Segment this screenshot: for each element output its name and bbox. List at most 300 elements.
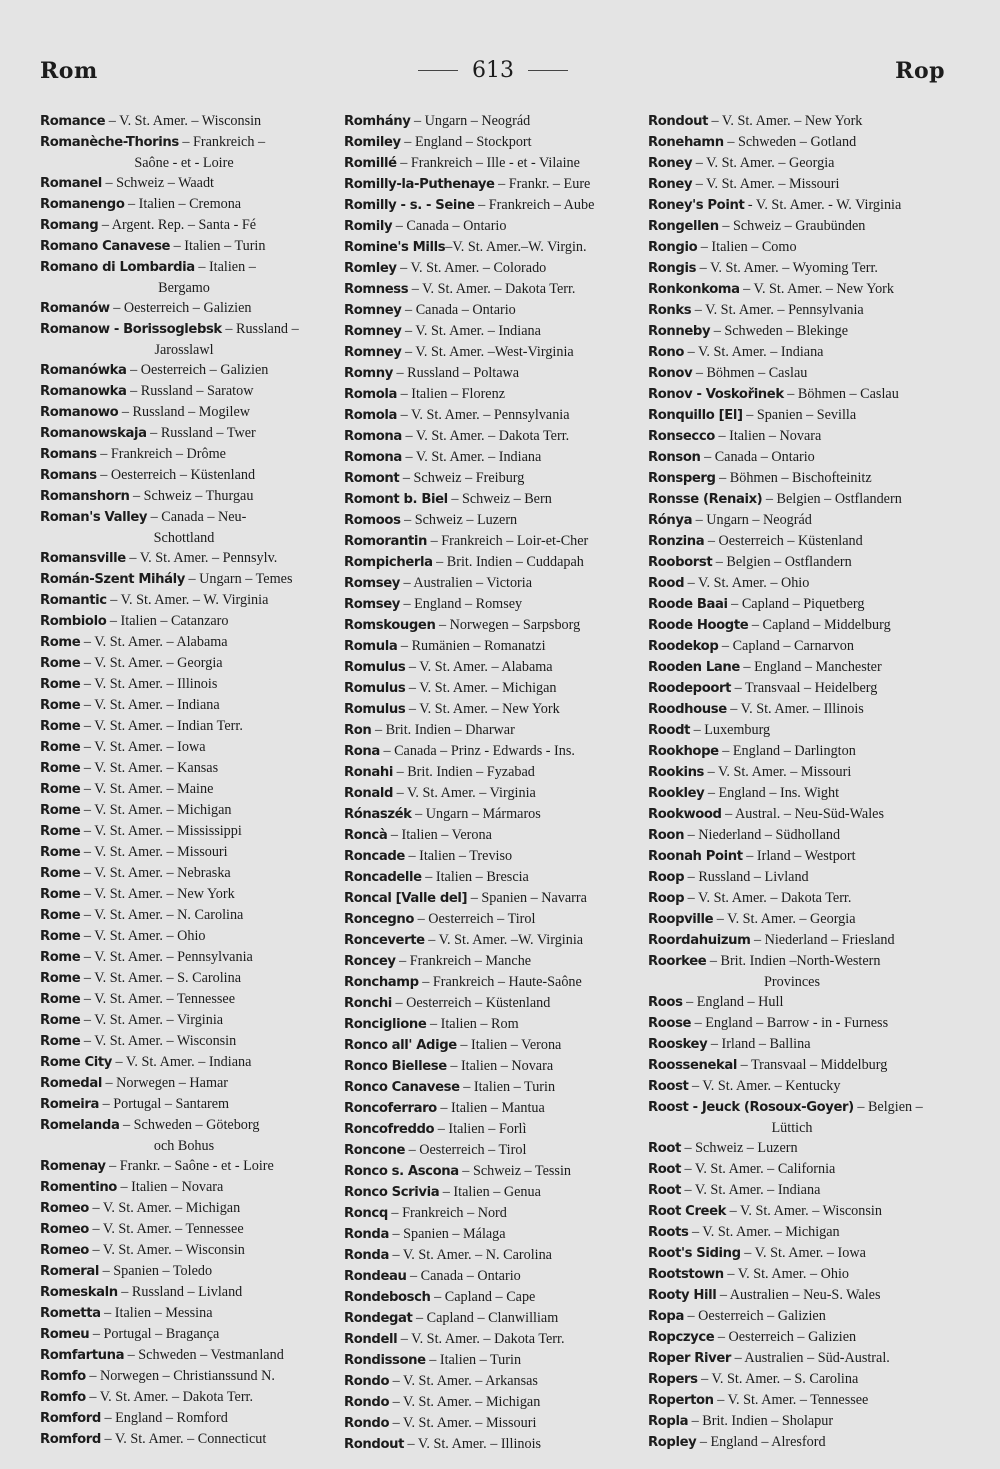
entry-headword: Romanówka: [40, 363, 127, 378]
gazetteer-entry: [648, 405, 948, 426]
entry-location: – V. St. Amer. – Wisconsin: [80, 1033, 237, 1049]
entry-headword: Rondo: [344, 1416, 390, 1431]
entry-location: – England – Romford: [100, 1410, 228, 1426]
entry-headword: Román-Szent Mihály: [40, 572, 185, 587]
entry-location: – Canada – Neu-: [147, 509, 247, 525]
entry-headword: Roodt: [648, 723, 691, 738]
entry-location: – Spanien – Málaga: [388, 1226, 506, 1242]
entry-headword: Romanèche-Thorins: [40, 135, 179, 150]
entry-location: – V. St. Amer. – Tennessee: [713, 1392, 869, 1408]
entry-headword: Ropczyce: [648, 1330, 715, 1345]
entry-location: – Russland – Saratow: [126, 383, 254, 399]
gazetteer-entry: [648, 867, 948, 888]
gazetteer-entry: [648, 447, 948, 468]
entry-location: – V. St. Amer. – Colorado: [396, 260, 547, 276]
entry-location: – V. St. Amer. – W. Virginia: [106, 592, 269, 608]
entry-location: – V. St. Amer. – Missouri: [704, 764, 852, 780]
entry-headword: Rootstown: [648, 1267, 724, 1282]
gazetteer-entry: [344, 993, 644, 1014]
entry-headword: Romont b. Biel: [344, 492, 448, 507]
entry-headword: Rooskey: [648, 1037, 708, 1052]
gazetteer-entry: [648, 594, 948, 615]
entry-headword: Roost: [648, 1079, 689, 1094]
entry-headword: Romanowo: [40, 405, 119, 420]
entry-location: – England – Hull: [682, 994, 784, 1010]
gazetteer-entry: [40, 821, 340, 842]
gazetteer-entry: [344, 1413, 644, 1434]
gazetteer-entry: [648, 1201, 948, 1222]
entry-headword: Ropla: [648, 1414, 689, 1429]
entry-location: – Belgien – Ostflandern: [762, 491, 902, 507]
gazetteer-entry: [648, 1264, 948, 1285]
entry-headword: Roorkee: [648, 954, 707, 969]
entry-headword: Roonah Point: [648, 849, 743, 864]
gazetteer-entry: [40, 548, 340, 569]
entry-headword: Rome: [40, 740, 81, 755]
entry-location: – V. St. Amer. – Missouri: [80, 844, 228, 860]
entry-location: – Portugal – Bragança: [89, 1326, 220, 1342]
entry-location: – Italien – Messina: [100, 1305, 213, 1321]
gazetteer-entry: [648, 1285, 948, 1306]
gazetteer-entry: [40, 173, 340, 194]
gazetteer-entry: [40, 486, 340, 507]
gazetteer-entry: [648, 468, 948, 489]
entry-headword: Romney: [344, 345, 402, 360]
entry-headword: Root Creek: [648, 1204, 727, 1219]
entry-headword: Rompicherla: [344, 555, 433, 570]
entry-headword: Ronda: [344, 1227, 389, 1242]
gazetteer-entry: [40, 236, 340, 257]
entry-headword: Romfo: [40, 1369, 86, 1384]
entry-location: – Schweiz – Bern: [447, 491, 552, 507]
entry-location: – England – Barrow - in - Furness: [691, 1015, 889, 1031]
entry-headword: Ronsecco: [648, 429, 715, 444]
entry-headword: Ronehamn: [648, 135, 724, 150]
entry-location: – Frankreich – Drôme: [96, 446, 226, 462]
entry-location: – V. St. Amer. – Missouri: [389, 1415, 537, 1431]
gazetteer-entry: [344, 489, 644, 510]
entry-headword: Romulus: [344, 660, 406, 675]
gazetteer-entry: [648, 300, 948, 321]
entry-headword: Rome: [40, 992, 81, 1007]
gazetteer-entry: [344, 1203, 644, 1224]
entry-location: – Oesterreich – Küstenland: [391, 995, 551, 1011]
entry-location: – Ungarn – Neográd: [692, 512, 812, 528]
entry-location: – England – Manchester: [739, 659, 882, 675]
gazetteer-entry: [40, 1366, 340, 1387]
gazetteer-entry: [344, 573, 644, 594]
entry-headword: Rooborst: [648, 555, 713, 570]
entry-headword: Rometta: [40, 1306, 101, 1321]
entry-headword: Roncade: [344, 849, 405, 864]
gazetteer-entry: [40, 1073, 340, 1094]
gazetteer-entry: [40, 194, 340, 215]
entry-headword: Rooty Hill: [648, 1288, 717, 1303]
entry-location: – V. St. Amer. – Ohio: [684, 575, 810, 591]
gazetteer-entry: [40, 1408, 340, 1429]
entry-location: – Frankreich – Manche: [395, 953, 532, 969]
entry-headword: Rome: [40, 824, 81, 839]
entry-headword: Romny: [344, 366, 393, 381]
entry-location: – V. St. Amer. – Indiana: [401, 449, 542, 465]
entry-location: – Argent. Rep. – Santa - Fé: [98, 217, 257, 233]
gazetteer-entry: [40, 1219, 340, 1240]
entry-headword: Roncoferraro: [344, 1101, 437, 1116]
gazetteer-entry: [344, 510, 644, 531]
entry-location: – V. St. Amer. – Illinois: [404, 1436, 542, 1452]
gazetteer-entry: [344, 426, 644, 447]
entry-headword: Romentino: [40, 1180, 117, 1195]
entry-headword: Ronciglione: [344, 1017, 427, 1032]
gazetteer-entry: [648, 992, 948, 1013]
entry-headword: Roots: [648, 1225, 689, 1240]
entry-headword: Rome: [40, 845, 81, 860]
entry-location: – Schweiz – Waadt: [101, 175, 214, 191]
entry-headword: Romedal: [40, 1076, 102, 1091]
entry-location: – Frankreich – Nord: [387, 1205, 507, 1221]
gazetteer-entry: [648, 489, 948, 510]
entry-location: – V. St. Amer. – Iowa: [740, 1245, 866, 1261]
gazetteer-entry: [344, 153, 644, 174]
entry-headword: Ronkonkoma: [648, 282, 740, 297]
gazetteer-entry: [648, 1138, 948, 1159]
entry-continuation: Saône - et - Loire: [134, 155, 234, 171]
entry-location: – Italien – Florenz: [397, 386, 505, 402]
gazetteer-entry: [344, 909, 644, 930]
entry-headword: Romanowskaja: [40, 426, 147, 441]
entry-location: – V. St. Amer. – S. Carolina: [697, 1371, 859, 1387]
entry-headword: Rome: [40, 971, 81, 986]
gazetteer-entry: [40, 674, 340, 695]
gazetteer-entry: [344, 552, 644, 573]
gazetteer-entry: [648, 1411, 948, 1432]
gazetteer-entry: [648, 930, 948, 951]
gazetteer-entry: [648, 552, 948, 573]
entry-headword: Root: [648, 1183, 681, 1198]
gazetteer-entry: [648, 1348, 948, 1369]
gazetteer-entry: [648, 321, 948, 342]
entry-location: – Oesterreich – Tirol: [405, 1142, 527, 1158]
gazetteer-entry: [648, 699, 948, 720]
entry-headword: Romula: [344, 639, 398, 654]
entry-headword: Rood: [648, 576, 685, 591]
entry-headword: Romine's Mills: [344, 240, 446, 255]
gazetteer-entry: [648, 762, 948, 783]
gazetteer-entry: [648, 1306, 948, 1327]
entry-continuation: Provinces: [764, 974, 820, 990]
gazetteer-entry: [648, 909, 948, 930]
entry-headword: Romfo: [40, 1390, 86, 1405]
gazetteer-entry: [344, 762, 644, 783]
entry-headword: Romanshorn: [40, 489, 130, 504]
entry-location: – Frankr. – Saône - et - Loire: [105, 1158, 274, 1174]
gazetteer-entry: [40, 653, 340, 674]
entry-location: – Oesterreich – Galizien: [714, 1329, 857, 1345]
gazetteer-entry: [40, 360, 340, 381]
gazetteer-entry: [648, 720, 948, 741]
entry-location: – Brit. Indien – Sholapur: [688, 1413, 834, 1429]
entry-headword: Rookhope: [648, 744, 719, 759]
entry-headword: Roncadelle: [344, 870, 422, 885]
entry-headword: Rondeau: [344, 1269, 407, 1284]
gazetteer-entry: [344, 846, 644, 867]
entry-location: – Frankreich – Aube: [474, 197, 595, 213]
gazetteer-entry: [344, 1392, 644, 1413]
gazetteer-entry: [40, 1324, 340, 1345]
entry-location: – V. St. Amer. – Mississippi: [80, 823, 242, 839]
gazetteer-entry: [648, 510, 948, 531]
entry-headword: Ronchamp: [344, 975, 419, 990]
gazetteer-entry: [648, 1097, 948, 1138]
entry-headword: Roordahuizum: [648, 933, 751, 948]
entry-location: – Schweiz – Graubünden: [718, 218, 866, 234]
entry-headword: Romans: [40, 468, 97, 483]
entry-location: – V. St. Amer. – Georgia: [80, 655, 223, 671]
gazetteer-entry: [40, 465, 340, 486]
entry-location: – V. St. Amer. – Pennsylv.: [125, 550, 278, 566]
entry-location: – Ungarn – Mármaros: [411, 806, 541, 822]
gazetteer-entry: [40, 423, 340, 444]
entry-headword: Roncegno: [344, 912, 415, 927]
entry-headword: Romantic: [40, 593, 107, 608]
entry-location: – V. St. Amer. – Michigan: [80, 802, 232, 818]
entry-location: – Italien – Novara: [116, 1179, 224, 1195]
entry-location: – Austral. – Neu-Süd-Wales: [721, 806, 884, 822]
gazetteer-entry: [344, 972, 644, 993]
entry-location: – V. St. Amer. – Tennessee: [88, 1221, 244, 1237]
entry-location: – Oesterreich – Küstenland: [96, 467, 256, 483]
gazetteer-entry: [648, 195, 948, 216]
entry-headword: Rondout: [344, 1437, 404, 1452]
gazetteer-entry: [648, 237, 948, 258]
gazetteer-entry: [344, 1035, 644, 1056]
gazetteer-entry: [344, 1287, 644, 1308]
gazetteer-entry: [648, 615, 948, 636]
entry-headword: Ropley: [648, 1435, 697, 1450]
entry-headword: Romeral: [40, 1264, 100, 1279]
entry-location: – Schweden – Gotland: [723, 134, 857, 150]
entry-location: – Italien – Novara: [714, 428, 822, 444]
entry-location: – V. St. Amer. – Michigan: [389, 1394, 541, 1410]
entry-headword: Romona: [344, 450, 402, 465]
entry-location: – Schweden – Blekinge: [710, 323, 849, 339]
entry-location: – Italien – Genua: [439, 1184, 541, 1200]
entry-headword: Rondissone: [344, 1353, 426, 1368]
gazetteer-entry: [648, 573, 948, 594]
entry-headword: Romans: [40, 447, 97, 462]
entry-location: – Schweiz – Luzern: [680, 1140, 798, 1156]
gazetteer-entry: [344, 111, 644, 132]
gazetteer-entry: [40, 716, 340, 737]
entry-location: – Transvaal – Heidelberg: [731, 680, 878, 696]
entry-location: – Böhmen – Bischofteinitz: [715, 470, 872, 486]
column-3: [648, 111, 948, 1453]
entry-headword: Rome: [40, 866, 81, 881]
entry-location: – V. St. Amer. – Indiana: [684, 344, 824, 360]
gazetteer-entry: [40, 779, 340, 800]
entry-headword: Roop: [648, 891, 685, 906]
entry-location: – Italien – Treviso: [404, 848, 513, 864]
gazetteer-entry: [40, 884, 340, 905]
entry-headword: Romsey: [344, 597, 400, 612]
entry-location: – Norwegen – Hamar: [101, 1075, 229, 1091]
gazetteer-entry: [40, 1240, 340, 1261]
gazetteer-entry: [344, 615, 644, 636]
entry-headword: Roop: [648, 870, 685, 885]
gazetteer-entry: [40, 989, 340, 1010]
gazetteer-entry: [40, 611, 340, 632]
entry-location: – Schweiz – Luzern: [400, 512, 518, 528]
entry-location: – Norwegen – Sarpsborg: [435, 617, 581, 633]
gazetteer-entry: [344, 1014, 644, 1035]
gazetteer-entry: [344, 1266, 644, 1287]
entry-headword: Roncq: [344, 1206, 388, 1221]
entry-headword: Romeskaln: [40, 1285, 118, 1300]
entry-location: – Brit. Indien – Fyzabad: [393, 764, 535, 780]
entry-location: – Italien – Turin: [170, 238, 266, 254]
entry-location: – V. St. Amer. – Iowa: [80, 739, 206, 755]
entry-headword: Romiley: [344, 135, 401, 150]
gazetteer-entry: [648, 1369, 948, 1390]
gazetteer-entry: [344, 804, 644, 825]
entry-location: – V. St. Amer. – Dakota Terr.: [397, 1331, 565, 1347]
gazetteer-entry: [40, 1156, 340, 1177]
entry-location: – Italien – Turin: [425, 1352, 522, 1368]
entry-location: – V. St. Amer. – Wyoming Terr.: [696, 260, 878, 276]
entry-location: – V. St. Amer. – Virginia: [393, 785, 536, 801]
entry-headword: Romeo: [40, 1243, 89, 1258]
gazetteer-entry: [40, 1031, 340, 1052]
gazetteer-entry: [40, 402, 340, 423]
gazetteer-entry: [40, 319, 340, 360]
entry-location: – Luxemburg: [690, 722, 771, 738]
entry-headword: Romano Canavese: [40, 239, 171, 254]
gazetteer-entry: [648, 846, 948, 867]
entry-location: – Frankreich – Loir-et-Cher: [427, 533, 589, 549]
entry-location: – Italien – Verona: [456, 1037, 562, 1053]
gazetteer-entry: [648, 1243, 948, 1264]
entry-headword: Roney: [648, 156, 693, 171]
entry-headword: Romeu: [40, 1327, 90, 1342]
entry-location: – V. St. Amer. – New York: [80, 886, 235, 902]
entry-location: – V. St. Amer. – California: [680, 1161, 836, 1177]
entry-location: – Russland – Mogilew: [118, 404, 250, 420]
entry-headword: Roode Hoogte: [648, 618, 749, 633]
entry-headword: Roon: [648, 828, 685, 843]
entry-headword: Rome: [40, 803, 81, 818]
entry-headword: Ronson: [648, 450, 701, 465]
entry-headword: Ronks: [648, 303, 692, 318]
entry-location: – Ungarn – Neográd: [410, 113, 531, 129]
entry-location: – Belgien – Ostflandern: [712, 554, 852, 570]
column-1: [40, 111, 340, 1450]
entry-headword: Rondo: [344, 1374, 390, 1389]
gazetteer-entry: [648, 258, 948, 279]
gazetteer-entry: [344, 1245, 644, 1266]
gazetteer-entry: [344, 930, 644, 951]
entry-headword: Roncone: [344, 1143, 406, 1158]
entry-location: – V. St. Amer. – Ohio: [723, 1266, 849, 1282]
entry-continuation: Schottland: [153, 530, 215, 546]
entry-location: – Oesterreich – Tirol: [414, 911, 536, 927]
entry-location: – V. St. Amer. – Georgia: [713, 911, 856, 927]
entry-headword: Roncà: [344, 828, 388, 843]
entry-location: – Oesterreich – Küstenland: [704, 533, 863, 549]
gazetteer-entry: [344, 699, 644, 720]
entry-headword: Rongio: [648, 240, 698, 255]
entry-location: – Schweden – Göteborg: [119, 1117, 260, 1133]
gazetteer-entry: [648, 111, 948, 132]
gazetteer-entry: [648, 216, 948, 237]
entry-headword: Rondout: [648, 114, 708, 129]
entry-location: - V. St. Amer. - W. Virginia: [744, 197, 902, 213]
entry-headword: Romola: [344, 387, 398, 402]
gazetteer-entry: [344, 405, 644, 426]
gazetteer-entry: [344, 867, 644, 888]
entry-headword: Ronchi: [344, 996, 392, 1011]
gazetteer-entry: [344, 1224, 644, 1245]
gazetteer-entry: [344, 741, 644, 762]
gazetteer-entry: [344, 636, 644, 657]
entry-location: – Italien – Verona: [387, 827, 492, 843]
gazetteer-entry: [344, 1329, 644, 1350]
entry-headword: Romford: [40, 1432, 101, 1447]
gazetteer-entry: [40, 968, 340, 989]
gazetteer-entry: [648, 804, 948, 825]
gazetteer-entry: [40, 381, 340, 402]
entry-location: – Canada – Ontario: [700, 449, 815, 465]
entry-headword: Romillé: [344, 156, 397, 171]
entry-location: – V. St. Amer. – New York: [708, 113, 863, 129]
entry-headword: Ronov - Voskořinek: [648, 387, 784, 402]
gazetteer-entry: [344, 1350, 644, 1371]
entry-headword: Romanow - Borissoglebsk: [40, 322, 222, 337]
gazetteer-entry: [344, 531, 644, 552]
entry-headword: Roper River: [648, 1351, 732, 1366]
gazetteer-entry: [344, 468, 644, 489]
entry-location: – Portugal – Santarem: [99, 1096, 230, 1112]
entry-headword: Rome: [40, 635, 81, 650]
entry-location: – Italien – Brescia: [421, 869, 529, 885]
gazetteer-entry: [648, 1327, 948, 1348]
gazetteer-entry: [344, 132, 644, 153]
entry-headword: Romeira: [40, 1097, 100, 1112]
entry-location: – Italien – Turin: [459, 1079, 556, 1095]
entry-headword: Roost - Jeuck (Rosoux-Goyer): [648, 1100, 854, 1115]
entry-headword: Roncal [Valle del]: [344, 891, 468, 906]
entry-headword: Rome: [40, 656, 81, 671]
gazetteer-entry: [40, 1198, 340, 1219]
entry-location: – Böhmen – Caslau: [692, 365, 808, 381]
entry-headword: Rome: [40, 1034, 81, 1049]
entry-location: – V. St. Amer. – Pennsylvania: [80, 949, 253, 965]
entry-location: – V. St. Amer. – Georgia: [692, 155, 835, 171]
gazetteer-entry: [344, 1056, 644, 1077]
entry-location: – Italien – Como: [697, 239, 797, 255]
entry-headword: Roperton: [648, 1393, 714, 1408]
entry-headword: Roopville: [648, 912, 714, 927]
gazetteer-entry: [344, 825, 644, 846]
gazetteer-entry: [344, 1077, 644, 1098]
entry-location: – Schweiz – Tessin: [458, 1163, 571, 1179]
gazetteer-entry: [344, 888, 644, 909]
gazetteer-entry: [40, 947, 340, 968]
entry-headword: Rónya: [648, 513, 693, 528]
gazetteer-entry: [344, 720, 644, 741]
gazetteer-entry: [344, 1119, 644, 1140]
entry-location: – V. St. Amer. – Wisconsin: [105, 113, 262, 129]
entry-location: – Oesterreich – Galizien: [109, 300, 252, 316]
